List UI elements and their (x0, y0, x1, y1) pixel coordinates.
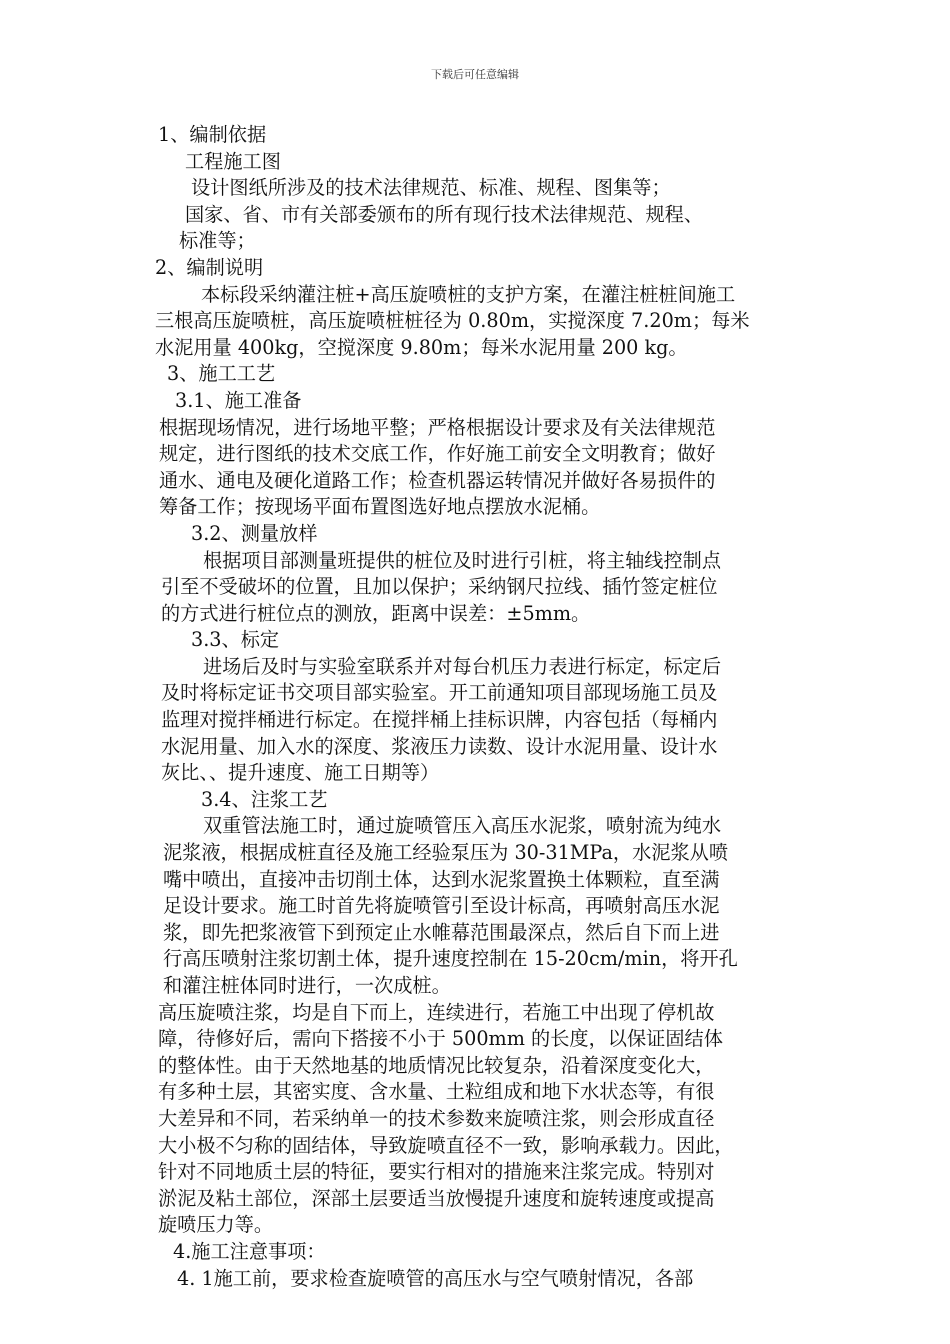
text-line: 进场后及时与实验室联系并对每台机压力表进行标定，标定后 (203, 654, 722, 678)
text-line: 行高压喷射注浆切割土体，提升速度控制在 15-20cm/min，将开孔 (163, 947, 738, 971)
text-line: 浆，即先把浆液管下到预定止水帷幕范围最深点，然后自下而上进 (163, 920, 720, 944)
text-line: 引至不受破坏的位置，且加以保护；采纳钢尺拉线、插竹签定桩位 (161, 575, 718, 599)
text-line: 本标段采纳灌注桩+高压旋喷桩的支护方案，在灌注桩桩间施工 (201, 282, 736, 306)
text-line: 规定，进行图纸的技术交底工作，作好施工前安全文明教育；做好 (159, 442, 716, 466)
text-line: 的整体性。由于天然地基的地质情况比较复杂，沿着深度变化大， (158, 1053, 715, 1077)
text-line: 高压旋喷注浆，均是自下而上，连续进行，若施工中出现了停机故 (158, 1000, 715, 1024)
subsection-heading: 3.2、测量放样 (191, 521, 318, 545)
text-line: 4. 1施工前，要求检查旋喷管的高压水与空气喷射情况，各部 (177, 1266, 694, 1290)
text-line: 国家、省、市有关部委颁布的所有现行技术法律规范、规程、 (185, 202, 704, 226)
text-line: 筹备工作；按现场平面布置图选好地点摆放水泥桶。 (159, 495, 601, 519)
text-line: 通水、通电及硬化道路工作；检查机器运转情况并做好各易损件的 (159, 468, 716, 492)
section-heading: 1、编制依据 (158, 123, 267, 146)
text-line: 双重管法施工时，通过旋喷管压入高压水泥浆，喷射流为纯水 (203, 814, 722, 838)
document-body (155, 122, 815, 1292)
section-heading: 4.施工注意事项： (173, 1239, 326, 1263)
text-line: 设计图纸所涉及的技术法律规范、标准、规程、图集等； (191, 176, 671, 200)
text-line: 泥浆液，根据成桩直径及施工经验泵压为 30-31MPa，水泥浆从喷 (163, 841, 729, 865)
text-line: 嘴中喷出，直接冲击切削土体，达到水泥浆置换土体颗粒，直至满 (163, 867, 720, 891)
text-line: 三根高压旋喷桩，高压旋喷桩桩径为 0.80m，实搅深度 7.20m；每米 (155, 309, 750, 333)
text-line: 水泥用量 400kg，空搅深度 9.80m；每米水泥用量 200 kg。 (155, 335, 688, 359)
text-line: 障，待修好后，需向下搭接不小于 500mm 的长度，以保证固结体 (158, 1027, 723, 1051)
text-line: 旋喷压力等。 (158, 1213, 274, 1237)
text-line: 有多种土层，其密实度、含水量、土粒组成和地下水状态等，有很 (158, 1080, 715, 1104)
text-line: 足设计要求。施工时首先将旋喷管引至设计标高，再喷射高压水泥 (163, 894, 720, 918)
text-line: 及时将标定证书交项目部实验室。开工前通知项目部现场施工员及 (161, 681, 718, 705)
text-line: 根据现场情况，进行场地平整；严格根据设计要求及有关法律规范 (159, 415, 716, 439)
subsection-heading: 3.3、标定 (191, 628, 280, 652)
text-line: 大差异和不同，若采纳单一的技术参数来旋喷注浆，则会形成直径 (158, 1106, 715, 1130)
subsection-heading: 3.1、施工准备 (175, 388, 302, 412)
text-line: 和灌注桩体同时进行，一次成桩。 (163, 974, 451, 997)
text-line: 针对不同地质土层的特征，要实行相对的措施来注浆完成。特别对 (158, 1160, 715, 1184)
text-line: 工程施工图 (185, 149, 281, 173)
text-line: 根据项目部测量班提供的桩位及时进行引桩，将主轴线控制点 (203, 548, 722, 572)
subsection-heading: 3.4、注浆工艺 (201, 787, 328, 811)
section-heading: 2、编制说明 (155, 255, 264, 279)
text-line: 监理对搅拌桶进行标定。在搅拌桶上挂标识牌，内容包括（每桶内 (161, 708, 718, 732)
text-line: 的方式进行桩位点的测放，距离中误差：±5mm。 (161, 601, 591, 625)
section-heading: 3、施工工艺 (167, 362, 276, 386)
text-line: 淤泥及粘土部位，深部土层要适当放慢提升速度和旋转速度或提高 (158, 1186, 715, 1210)
text-line: 标准等； (179, 229, 256, 253)
text-line: 水泥用量、加入水的深度、浆液压力读数、设计水泥用量、设计水 (161, 734, 718, 758)
text-line: 灰比、、提升速度、施工日期等） (161, 761, 440, 785)
text-line: 大小极不匀称的固结体，导致旋喷直径不一致，影响承载力。因此， (158, 1133, 734, 1157)
page-header-note: 下载后可任意编辑 (431, 68, 519, 81)
